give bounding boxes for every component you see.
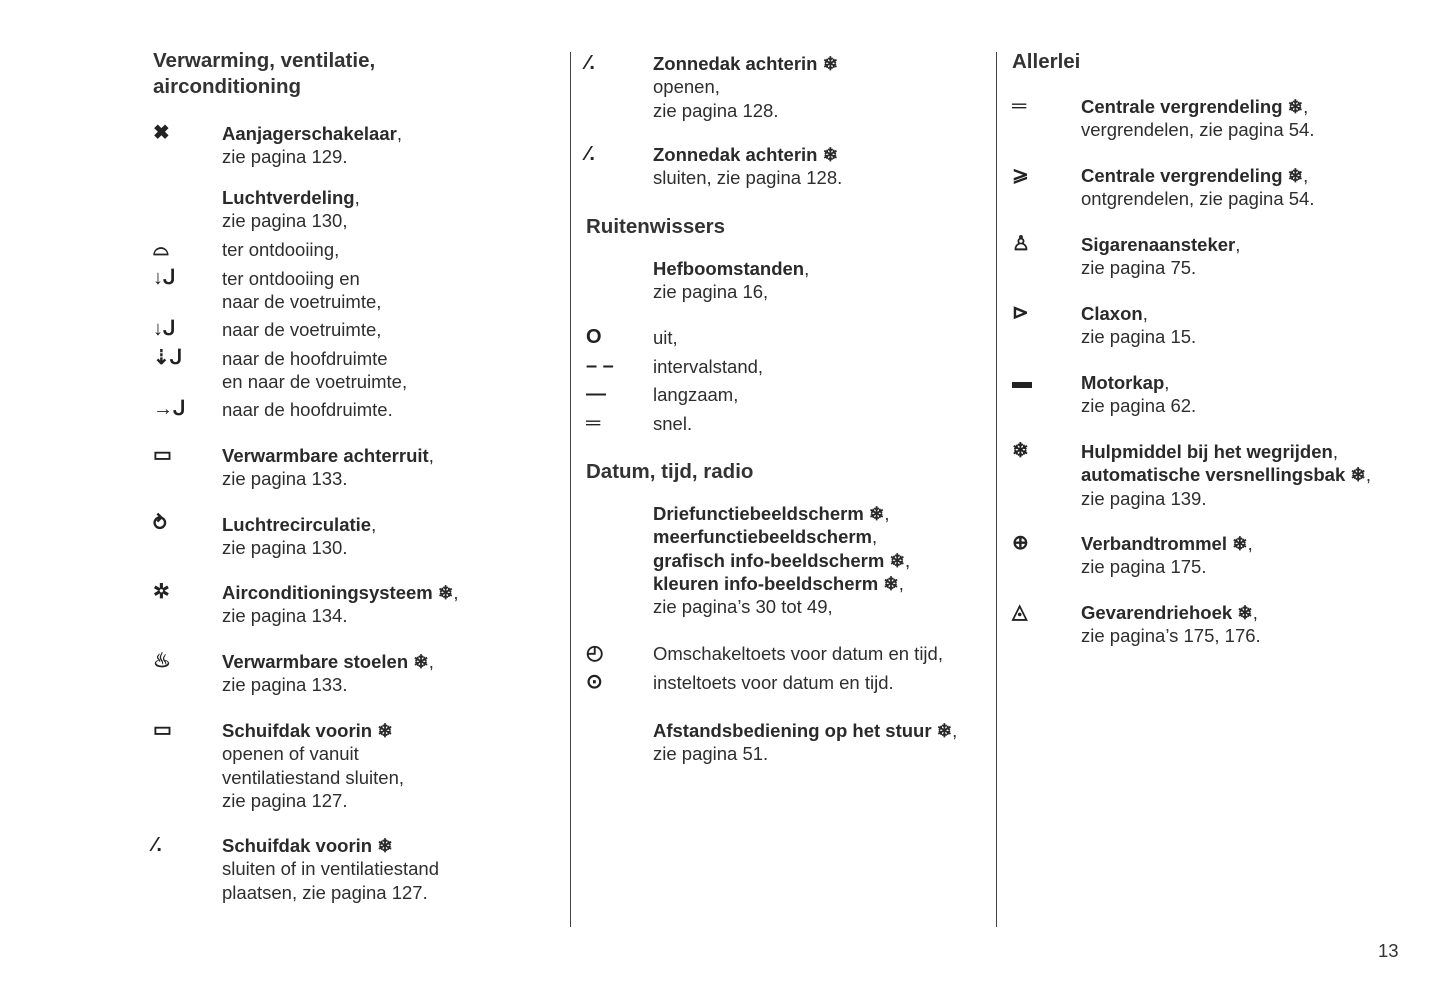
legend-entry [1081, 532, 1253, 579]
entry-text: ter ontdooiing en [222, 268, 360, 289]
entry-text: ter ontdooiing, [222, 239, 340, 260]
entry-line [1081, 555, 1253, 578]
entry-text: zie pagina’s 30 tot 49, [653, 596, 833, 618]
entry-line [653, 383, 738, 406]
entry-line [222, 581, 459, 604]
entry-text: snel. [653, 413, 693, 434]
section-heading [586, 459, 753, 485]
entry-text: , [872, 526, 878, 548]
legend-entry [1081, 440, 1371, 510]
page-number: 13 [1378, 940, 1399, 961]
entry-text: zie pagina 129. [222, 146, 348, 168]
entry-text: , [428, 651, 434, 672]
entry-text: zie pagina 139. [1081, 487, 1207, 509]
entry-text: zie pagina 127. [222, 789, 348, 811]
entry-line [653, 742, 957, 765]
rear-window-heater-icon: ▭ [153, 444, 172, 466]
entry-text: zie pagina 175. [1081, 556, 1207, 578]
entry-text: , [1332, 441, 1338, 462]
entry-line [222, 881, 439, 904]
legend-entry [222, 444, 434, 491]
section-heading [1012, 49, 1080, 75]
entry-line [653, 326, 678, 349]
entry-text: , [396, 123, 402, 144]
column-divider [996, 52, 997, 927]
legend-entry [653, 671, 894, 694]
entry-line [222, 122, 402, 145]
entry-text: zie pagina 51. [653, 743, 769, 765]
sunroof-close-icon: ⁄. [153, 834, 162, 856]
wiper-slow-icon: — [586, 383, 606, 405]
entry-line [1081, 95, 1314, 118]
head-icon: →ᒍ [153, 398, 186, 420]
legend-entry [1081, 164, 1315, 211]
entry-title: Airconditioningsysteem ❄ [222, 582, 454, 603]
sunroof-open-icon: ▭ [153, 719, 172, 741]
entry-line [653, 52, 838, 75]
legend-entry [653, 383, 738, 406]
entry-text: zie pagina 15. [1081, 326, 1197, 348]
entry-line [1081, 233, 1240, 256]
horn-icon: ⊳ [1012, 302, 1029, 324]
entry-title: grafisch info-beeldscherm ❄ [653, 549, 905, 571]
entry-text: zie pagina 16, [653, 281, 769, 303]
legend-entry [653, 355, 763, 378]
entry-text: zie pagina 133. [222, 674, 348, 696]
entry-title: Hefboomstanden [653, 258, 805, 279]
entry-line [653, 595, 910, 618]
entry-text: , [884, 503, 890, 524]
entry-line [653, 280, 809, 303]
legend-entry [1081, 601, 1261, 648]
entry-title: Sigarenaansteker [1081, 234, 1236, 255]
entry-line [222, 513, 376, 536]
section-heading-line: Ruitenwissers [586, 215, 725, 238]
legend-entry [653, 257, 809, 304]
entry-text: , [1142, 303, 1148, 324]
entry-text: , [428, 445, 434, 466]
legend-entry [222, 834, 439, 904]
entry-line [1081, 532, 1253, 555]
entry-line [653, 143, 842, 166]
legend-entry [653, 52, 838, 122]
entry-text: zie pagina 75. [1081, 257, 1197, 279]
entry-text: vergrendelen, zie pagina 54. [1081, 119, 1315, 141]
section-heading-line: Verwarming, ventilatie, [153, 49, 376, 72]
entry-line [1081, 164, 1315, 187]
legend-entry [222, 719, 404, 812]
entry-text: , [453, 582, 459, 603]
entry-text: ventilatiestand sluiten, [222, 766, 405, 788]
entry-line [653, 525, 910, 548]
entry-text: , [898, 572, 904, 594]
entry-text: , [371, 514, 377, 535]
entry-line [222, 719, 404, 742]
entry-text: , [1303, 165, 1309, 186]
entry-text: sluiten of in ventilatiestand [222, 858, 439, 880]
heated-seat-icon: ♨ [153, 650, 171, 672]
entry-text: intervalstand, [653, 356, 764, 377]
entry-line [653, 75, 838, 98]
entry-title: Gevarendriehoek ❄ [1081, 602, 1253, 623]
entry-title: Motorkap [1081, 372, 1165, 393]
air-conditioning-icon: ✲ [153, 581, 170, 603]
entry-title: Zonnedak achterin ❄ [653, 144, 839, 165]
entry-line [222, 650, 434, 673]
entry-line [1081, 394, 1196, 417]
entry-text: insteltoets voor datum en tijd. [653, 672, 894, 693]
entry-line [653, 642, 943, 665]
column-divider [570, 52, 571, 927]
entry-line [222, 290, 381, 313]
entry-text: langzaam, [653, 384, 739, 405]
entry-line [1081, 302, 1196, 325]
entry-text: zie pagina 128. [653, 99, 779, 121]
entry-text: , [1235, 234, 1241, 255]
entry-line [222, 209, 360, 232]
wiper-off-icon: O [586, 326, 602, 348]
snowflake-icon: ❄ [1012, 440, 1029, 462]
rear-sunroof-open-icon: ⁄. [586, 52, 595, 74]
entry-line [222, 467, 434, 490]
entry-text: , [1303, 96, 1309, 117]
entry-title: meerfunctiebeeldscherm [653, 526, 873, 548]
entry-line [653, 166, 842, 189]
entry-line [1081, 187, 1315, 210]
entry-line [1081, 487, 1371, 510]
legend-entry [222, 186, 360, 233]
entry-text: , [1247, 533, 1253, 554]
section-heading [586, 214, 725, 240]
entry-line [222, 186, 360, 209]
legend-entry [653, 143, 842, 190]
entry-line [222, 766, 404, 789]
entry-line [222, 604, 459, 627]
entry-title: Schuifdak voorin ❄ [222, 720, 393, 741]
entry-line [1081, 118, 1314, 141]
windshield-defrost-icon: ⌓ [153, 238, 169, 260]
entry-text: , [804, 258, 810, 279]
entry-title: Afstandsbediening op het stuur ❄ [653, 720, 953, 741]
entry-text: zie pagina 134. [222, 605, 348, 627]
entry-line [653, 671, 894, 694]
entry-line [653, 572, 910, 595]
entry-text: sluiten, zie pagina 128. [653, 167, 843, 189]
entry-text: Omschakeltoets voor datum en tijd, [653, 643, 943, 664]
legend-entry [222, 238, 339, 261]
legend-entry [1081, 371, 1196, 418]
legend-entry [653, 642, 943, 665]
footwell-icon: ↓ᒍ [153, 318, 176, 340]
entry-line [1081, 624, 1261, 647]
legend-entry [222, 267, 381, 314]
cigarette-lighter-icon: ♙ [1012, 233, 1030, 255]
entry-text: uit, [653, 327, 678, 348]
legend-entry [222, 122, 402, 169]
entry-title: Hulpmiddel bij het wegrijden [1081, 441, 1333, 462]
entry-text: zie pagina 130. [222, 537, 348, 559]
entry-line [222, 673, 434, 696]
entry-text: openen, [653, 76, 720, 98]
entry-line [222, 444, 434, 467]
recirculation-icon: ⥁ [153, 513, 167, 535]
entry-text: , [952, 720, 958, 741]
entry-text: naar de voetruimte, [222, 319, 382, 340]
entry-title: Verwarmbare stoelen ❄ [222, 651, 429, 672]
entry-line [1081, 463, 1371, 486]
legend-entry [653, 412, 692, 435]
entry-line [222, 145, 402, 168]
entry-title: Zonnedak achterin ❄ [653, 53, 839, 74]
legend-entry [1081, 95, 1314, 142]
entry-title: Luchtrecirculatie [222, 514, 372, 535]
legend-entry [222, 513, 376, 560]
legend-entry [1081, 302, 1196, 349]
head-footwell-icon: ⇣ᒍ [153, 347, 183, 369]
entry-line [222, 267, 381, 290]
first-aid-icon: ⊕ [1012, 532, 1029, 554]
entry-title: Aanjagerschakelaar [222, 123, 397, 144]
entry-text: naar de hoofdruimte. [222, 399, 393, 420]
entry-title: Driefunctiebeeldscherm ❄ [653, 503, 885, 524]
entry-line [1081, 371, 1196, 394]
entry-line [222, 398, 393, 421]
entry-text: openen of vanuit [222, 743, 359, 765]
entry-text: ontgrendelen, zie pagina 54. [1081, 188, 1315, 210]
entry-line [222, 789, 404, 812]
legend-entry [222, 398, 393, 421]
legend-entry [1081, 233, 1240, 280]
clock-set-icon: ⊙ [586, 671, 603, 693]
entry-title: Schuifdak voorin ❄ [222, 835, 393, 856]
entry-line [653, 257, 809, 280]
entry-line [653, 412, 692, 435]
entry-title: Claxon [1081, 303, 1143, 324]
entry-title: Centrale vergrendeling ❄ [1081, 165, 1304, 186]
entry-title: kleuren info-beeldscherm ❄ [653, 572, 899, 594]
section-heading [153, 48, 375, 100]
entry-line [222, 834, 439, 857]
section-heading-line: Datum, tijd, radio [586, 460, 754, 483]
entry-text: , [904, 549, 911, 571]
entry-line [222, 238, 339, 261]
entry-line [1081, 256, 1240, 279]
entry-line [653, 719, 957, 742]
entry-text: naar de hoofdruimte [222, 348, 388, 369]
entry-text: zie pagina 133. [222, 468, 348, 490]
legend-entry [222, 581, 459, 628]
entry-text: , [354, 187, 360, 208]
legend-entry [653, 326, 678, 349]
entry-line [1081, 601, 1261, 624]
entry-line [653, 355, 763, 378]
legend-entry [222, 650, 434, 697]
hood-icon: ▬ [1012, 371, 1032, 393]
wiper-interval-icon: – – [586, 355, 614, 377]
central-unlock-icon: ⩾ [1012, 164, 1029, 186]
legend-entry [653, 502, 910, 618]
entry-title: Luchtverdeling [222, 187, 355, 208]
entry-line [1081, 325, 1196, 348]
entry-line [653, 549, 910, 572]
entry-text: zie pagina’s 175, 176. [1081, 625, 1261, 647]
entry-line [222, 318, 381, 341]
section-heading-line: Allerlei [1012, 50, 1081, 73]
entry-line [1081, 440, 1371, 463]
warning-triangle-icon: ◬ [1012, 601, 1028, 623]
entry-text: , [1252, 602, 1258, 623]
entry-line [222, 536, 376, 559]
clock-toggle-icon: ◴ [586, 642, 604, 664]
legend-entry [653, 719, 957, 766]
entry-line [222, 347, 407, 370]
entry-line [653, 502, 910, 525]
legend-entry [222, 318, 381, 341]
entry-line [653, 99, 838, 122]
entry-line [222, 370, 407, 393]
entry-title: Verbandtrommel ❄ [1081, 533, 1248, 554]
defrost-footwell-icon: ↓ᒍ [153, 267, 176, 289]
legend-entry [222, 347, 407, 394]
section-heading-line: airconditioning [153, 75, 302, 98]
rear-sunroof-close-icon: ⁄. [586, 143, 595, 165]
entry-text: , [1365, 464, 1372, 486]
entry-title: Centrale vergrendeling ❄ [1081, 96, 1304, 117]
entry-title: automatische versnellingsbak ❄ [1081, 464, 1366, 486]
central-lock-icon: ═ [1012, 95, 1027, 117]
wiper-fast-icon: ═ [586, 412, 601, 434]
entry-title: Verwarmbare achterruit [222, 445, 429, 466]
entry-text: zie pagina 62. [1081, 395, 1197, 417]
entry-text: , [1164, 372, 1170, 393]
entry-text: en naar de voetruimte, [222, 371, 408, 393]
entry-line [222, 857, 439, 880]
fan-icon: ✖ [153, 122, 170, 144]
entry-line [222, 742, 404, 765]
entry-text: plaatsen, zie pagina 127. [222, 881, 428, 903]
entry-text: zie pagina 130, [222, 210, 348, 232]
entry-text: naar de voetruimte, [222, 291, 382, 313]
